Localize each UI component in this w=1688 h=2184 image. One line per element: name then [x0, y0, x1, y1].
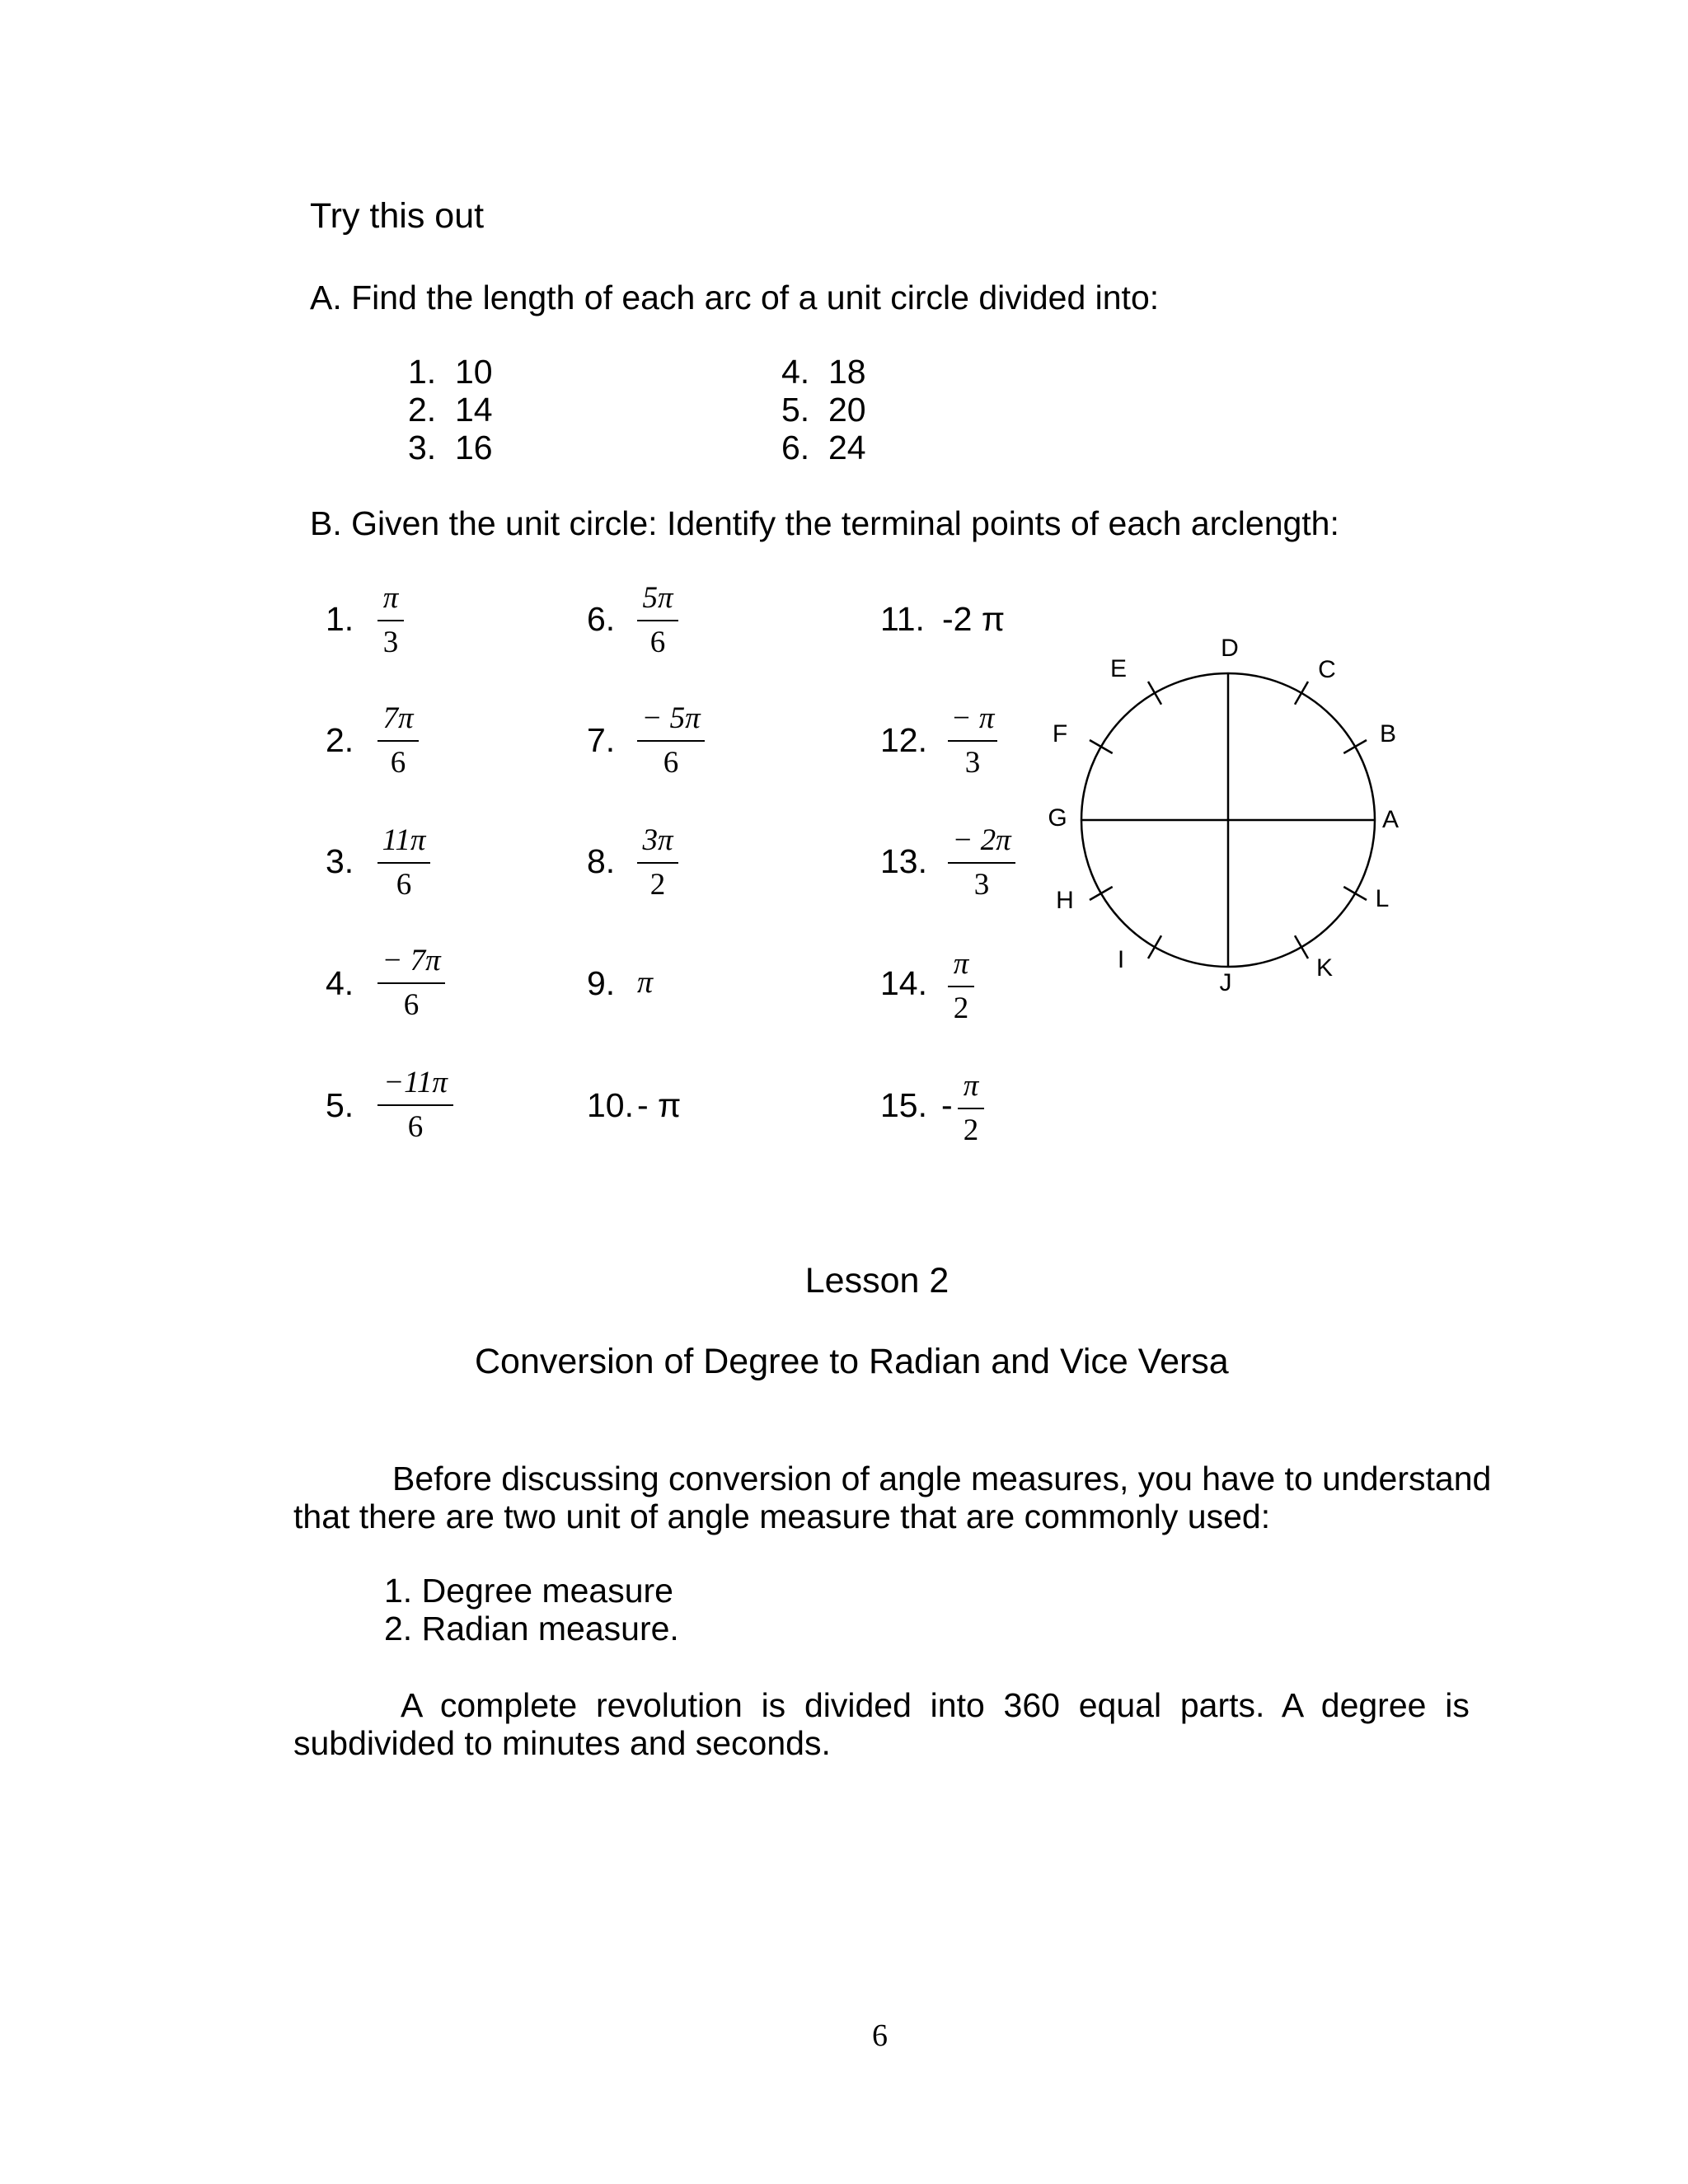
part-b-item-number: 7. — [587, 721, 616, 759]
circle-tick-mark — [1295, 682, 1308, 705]
circle-label-c: C — [1318, 656, 1336, 683]
part-b-item-number: 3. — [326, 842, 354, 880]
circle-label-h: H — [1056, 887, 1074, 914]
part-b-item-value: - π — [637, 1086, 682, 1124]
fraction: − 5π 6 — [637, 701, 705, 783]
list-item-degree: 1. Degree measure — [384, 1572, 673, 1610]
part-b-item-number: 8. — [587, 842, 616, 880]
fraction: − 2π 3 — [948, 823, 1015, 905]
circle-tick-mark — [1090, 887, 1113, 900]
fraction: 5π 6 — [637, 580, 678, 663]
fraction: π 2 — [958, 1068, 984, 1151]
fraction: − π 3 — [948, 701, 997, 783]
part-b-item-number: 5. — [326, 1086, 354, 1124]
part-a-item: 3. 16 — [408, 429, 493, 466]
fraction: 7π 6 — [377, 701, 419, 783]
part-b-item-number: 10. — [587, 1086, 634, 1124]
page-number: 6 — [872, 2018, 888, 2053]
part-b-item-number: 14. — [880, 964, 927, 1002]
circle-label-j: J — [1219, 969, 1232, 996]
part-b-item-number: 6. — [587, 600, 616, 638]
part-a-item: 4. 18 — [781, 353, 866, 391]
fraction: −11π 6 — [377, 1065, 453, 1147]
circle-label-g: G — [1048, 804, 1067, 832]
fraction: − 7π 6 — [377, 943, 445, 1025]
fraction: π 3 — [377, 580, 404, 663]
circle-label-d: D — [1221, 635, 1239, 662]
part-b-item-prefix: - — [941, 1086, 953, 1124]
part-b-item-number: 11. — [880, 600, 925, 638]
circle-label-b: B — [1379, 720, 1397, 748]
part-b-item-number: 13. — [880, 842, 927, 880]
circle-label-i: I — [1117, 946, 1125, 973]
part-a-instruction: A. Find the length of each arc of a unit circle divided into: — [310, 279, 1160, 316]
circle-tick-mark — [1343, 887, 1367, 900]
section-title: Try this out — [310, 196, 485, 236]
lesson-number: Lesson 2 — [804, 1261, 950, 1301]
circle-tick-mark — [1148, 935, 1161, 958]
unit-circle-diagram — [1022, 618, 1418, 1014]
part-a-item: 5. 20 — [781, 391, 866, 429]
part-b-item-number: 9. — [587, 964, 616, 1002]
circle-tick-mark — [1148, 682, 1161, 705]
fraction: 11π 6 — [377, 823, 430, 905]
part-b-instruction: B. Given the unit circle: Identify the terminal points of each arclength: — [310, 504, 1339, 542]
part-b-item-value: π — [637, 965, 654, 1000]
lesson-title: Conversion of Degree to Radian and Vice Versa — [475, 1342, 1229, 1381]
circle-tick-mark — [1090, 740, 1113, 753]
part-a-item: 6. 24 — [781, 429, 866, 466]
circle-label-k: K — [1315, 954, 1334, 982]
paragraph-2-line-2: subdivided to minutes and seconds. — [293, 1724, 831, 1762]
paragraph-2-line-1: A complete revolution is divided into 360 equal parts. A degree is — [401, 1686, 1470, 1724]
part-b-item-number: 12. — [880, 721, 927, 759]
part-b-item-number: 2. — [326, 721, 354, 759]
circle-label-l: L — [1375, 885, 1390, 912]
circle-tick-mark — [1295, 935, 1308, 958]
part-a-item: 1. 10 — [408, 353, 493, 391]
fraction: π 2 — [948, 946, 974, 1029]
part-b-item-number: 4. — [326, 964, 354, 1002]
circle-label-e: E — [1109, 655, 1128, 682]
circle-label-a: A — [1381, 806, 1400, 833]
paragraph-1-line-2: that there are two unit of angle measure that are commonly used: — [293, 1497, 1271, 1535]
list-item-radian: 2. Radian measure. — [384, 1610, 679, 1647]
circle-tick-mark — [1343, 740, 1367, 753]
fraction: 3π 2 — [637, 823, 678, 905]
part-b-item-number: 15. — [880, 1086, 927, 1124]
part-b-item-value: -2 π — [942, 600, 1006, 638]
circle-label-f: F — [1052, 720, 1068, 748]
part-b-item-number: 1. — [326, 600, 354, 638]
paragraph-1-line-1: Before discussing conversion of angle measures, you have to understand — [392, 1460, 1492, 1497]
part-a-item: 2. 14 — [408, 391, 493, 429]
